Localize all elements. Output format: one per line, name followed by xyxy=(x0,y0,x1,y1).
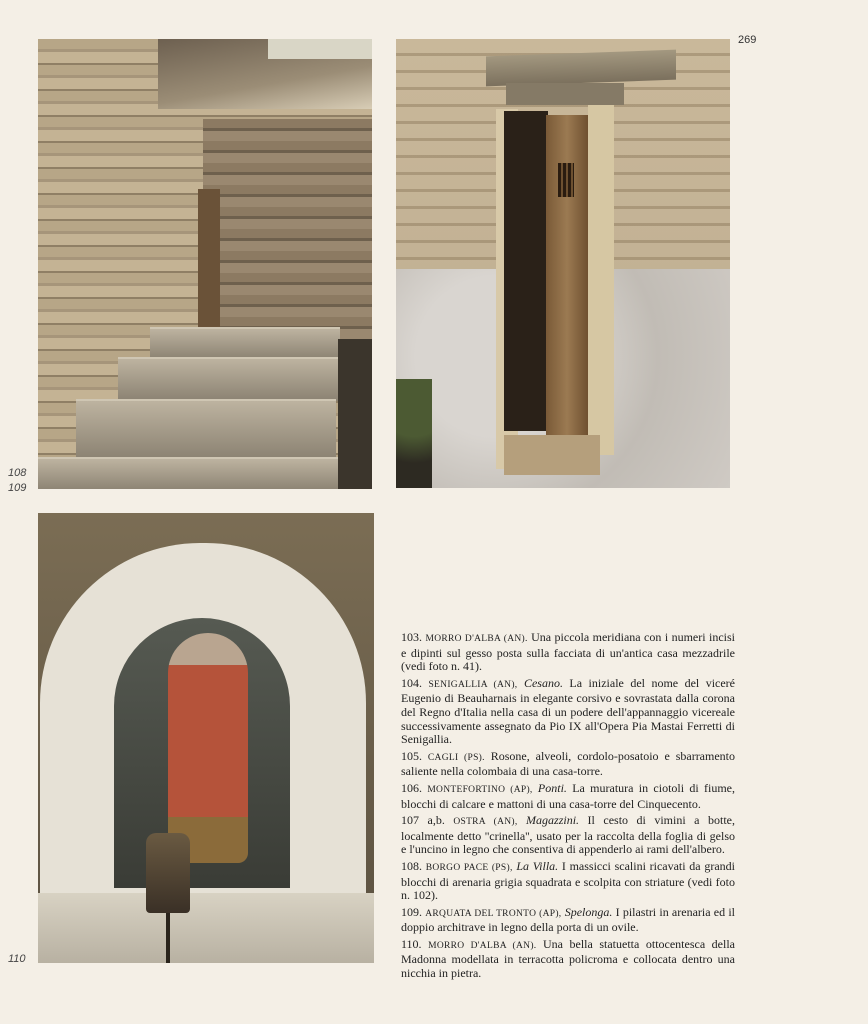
photo-stone-staircase xyxy=(38,39,372,489)
page-number: 269 xyxy=(738,34,757,46)
captions xyxy=(401,631,735,984)
photo-madonna-niche xyxy=(38,513,374,963)
caption-109: 109. ARQUATA DEL TRONTO (AP), Spelonga. I pilastri in arenaria ed il doppio architrave in legno della porta di un ovile. xyxy=(401,904,735,935)
caption-103: 103. MORRO D'ALBA (AN). Una piccola meridiana con i numeri incisi e dipinti sul gesso posta sulla facciata di un'antica casa mezzadrile (vedi foto n. 41). xyxy=(401,630,736,674)
figure-label-109: 109 xyxy=(8,482,27,494)
figure-label-108: 108 xyxy=(8,467,27,479)
caption-110: 110. MORRO D'ALBA (AN). Una bella statuetta ottocentesca della Madonna modellata in terracotta policroma e collocata dentro una nicchia in pietra. xyxy=(401,936,736,981)
caption-105: 105. CAGLI (PS). Rosone, alveoli, cordolo-posatoio e sbarramento saliente nella colombaia di una casa-torre. xyxy=(401,748,736,779)
caption-108: 108. BORGO PACE (PS), La Villa. I massicci scalini ricavati da grandi blocchi di arenaria grigia squadrata e scolpita con striature (vedi foto n. 102). xyxy=(401,858,735,903)
caption-104: 104. SENIGALLIA (AN), Cesano. La iniziale del nome del viceré Eugenio di Beauharnais in elegante corsivo e sovrastata dalla corona del Regno d'Italia nella casa di un podere dell'appannaggio vicereale successivamente assegnato da Pio IX all'Opera Pia Mastai Ferretti di Senigallia. xyxy=(401,675,736,747)
figure-label-110: 110 xyxy=(8,953,26,965)
caption-107: 107 a,b. OSTRA (AN), Magazzini. Il cesto di vimini a botte, localmente detto ''crinella'', usato per la raccolta della foglia di gelso e l'uncino in legno che consentiva di appenderlo ai rami dell'albero. xyxy=(401,813,735,857)
caption-106: 106. MONTEFORTINO (AP), Ponti. La muratura in ciotoli di fiume, blocchi di calcare e mattoni di una casa-torre del Cinquecento. xyxy=(401,780,736,811)
photo-stone-doorway xyxy=(396,39,730,488)
